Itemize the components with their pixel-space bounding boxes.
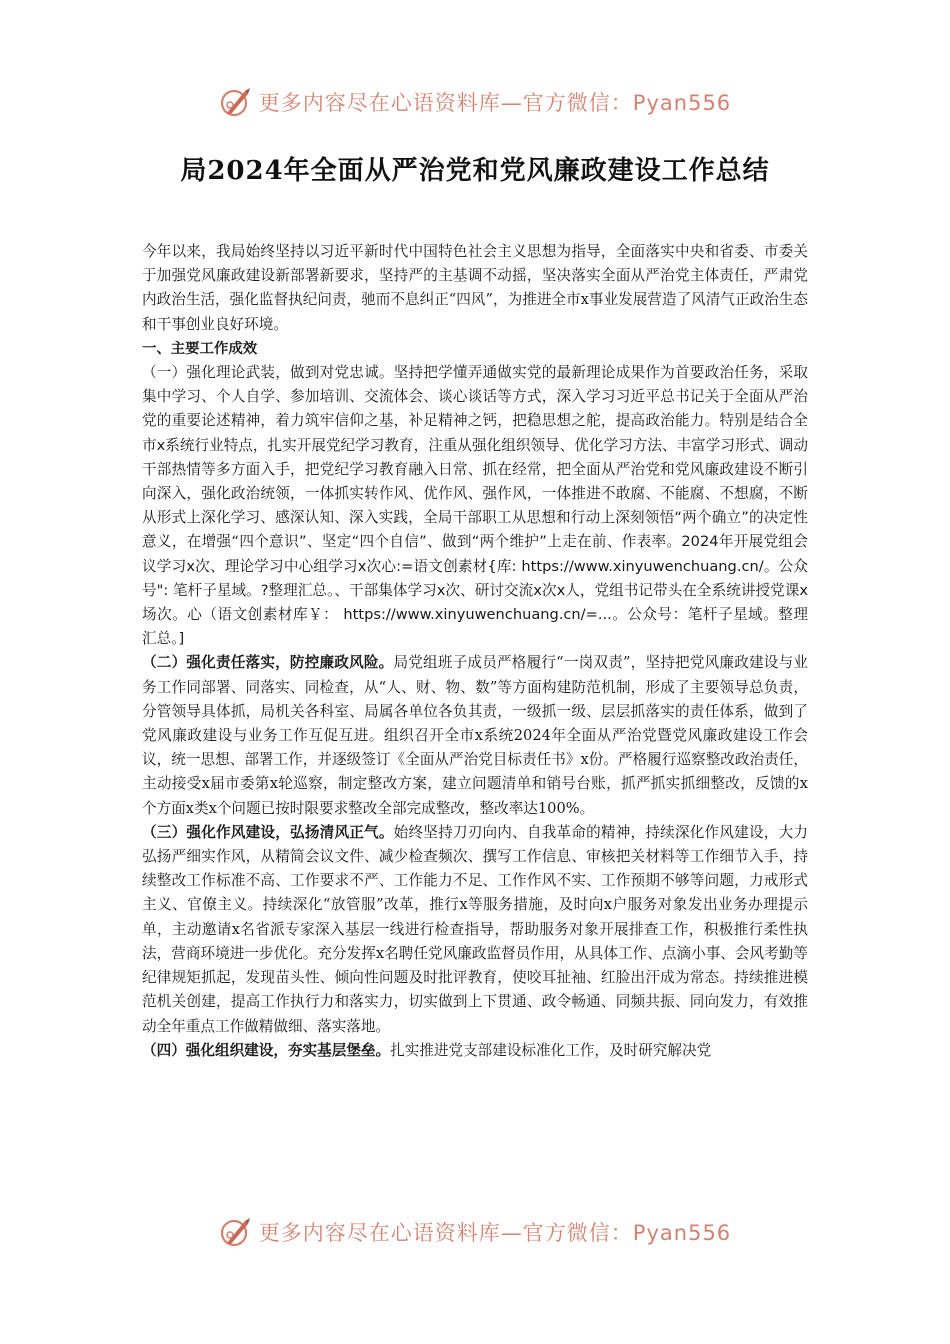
quill-logo-icon — [219, 85, 253, 119]
paragraph-3 — [142, 821, 808, 1039]
paragraph-2-lead: （二）强化责任落实，防控廉政风险。 — [142, 654, 394, 672]
watermark-text: 更多内容尽在心语资料库—官方微信：Pyan556 — [258, 91, 732, 115]
document-body — [142, 240, 808, 1063]
paragraph-2 — [142, 651, 808, 820]
watermark-text: 更多内容尽在心语资料库—官方微信：Pyan556 — [258, 1221, 732, 1245]
quill-logo-icon — [219, 1215, 253, 1249]
paragraph-1: （一）强化理论武装，做到对党忠诚。坚持把学懂弄通做实党的最新理论成果作为首要政治任务，采取集中学习、个人自学、参加培训、交流体会、谈心谈话等方式，深入学习习近平总书记关于全面从严治党的重要论述精神，着力筑牢信仰之基，补足精神之钙，把稳思想之舵，提高政治能力。特别是结合全市x系统行业特点，扎实开展党纪学习教育，注重从强化组织领导、优化学习方法、丰富学习形式、调动干部热情等多方面入手，把党纪学习教育融入日常、抓在经常，把全面从严治党和党风廉政建设不断引向深入，强化政治统领，一体抓实转作风、优作风、强作风，一体推进不敢腐、不能腐、不想腐，不断从形式上深化学习、感深认知、深入实践，全局干部职工从思想和行动上深刻领悟“两个确立”的决定性意义，在增强“四个意识”、坚定“四个自信”、做到“两个维护”上走在前、作表率。2024年开展党组会议学习x次、理论学习中心组学习x次心:=语文创素材{库: https://www.xinyuwenchuang.cn/。公众号": 笔杆子星域。?整理汇总。、干部集体学习x次、研讨交流x次x人，党组书记带头在全系统讲授党课x场次。心（语文创素材库￥： https://www.xinyuwenchuang.cn/=...。公众号：笔杆子星域。整理汇总。] — [142, 364, 808, 648]
section-heading: 一、主要工作成效 — [142, 340, 258, 357]
intro-paragraph: 今年以来，我局始终坚持以习近平新时代中国特色社会主义思想为指导，全面落实中央和省委、市委关于加强党风廉政建设新部署新要求，坚持严的主基调不动摇，坚决落实全面从严治党主体责任，严肃党内政治生活，强化监督执纪问责，驰而不息纠正“四风”，为推进全市x事业发展营造了风清气正政治生态和干事创业良好环境。 — [142, 243, 808, 333]
footer-watermark-banner — [0, 1210, 950, 1254]
header-watermark-banner — [0, 80, 950, 124]
paragraph-2-body: 局党组班子成员严格履行“一岗双责”，坚持把党风廉政建设与业务工作同部署、同落实、同检查，从“人、财、物、数”等方面构建防范机制，形成了主要领导总负责，分管领导具体抓，局机关各科室、局属各单位各负其责，一级抓一级、层层抓落实的责任体系，做到了党风廉政建设与业务工作互促互进。组织召开全市x系统2024年全面从严治党暨党风廉政建设工作会议，统一思想、部署工作，并逐级签订《全面从严治党目标责任书》x份。严格履行巡察整改政治责任，主动接受x届市委第x轮巡察，制定整改方案，建立问题清单和销号台账，抓严抓实抓细整改，反馈的x个方面x类x个问题已按时限要求整改全部完成整改，整改率达100%。 — [142, 654, 808, 817]
paragraph-3-lead: （三）强化作风建设，弘扬清风正气。 — [142, 823, 394, 841]
paragraph-4-lead: （四）强化组织建设，夯实基层堡垒。 — [142, 1041, 391, 1059]
document-title: 局2024年全面从严治党和党风廉政建设工作总结 — [180, 156, 770, 186]
paragraph-4 — [142, 1039, 808, 1063]
paragraph-4-body: 扎实推进党支部建设标准化工作，及时研究解决党 — [390, 1041, 712, 1059]
paragraph-3-body: 始终坚持刀刃向内、自我革命的精神，持续深化作风建设，大力弘扬严细实作风，从精简会议文件、减少检查频次、撰写工作信息、审核把关材料等工作细节入手，持续整改工作标准不高、工作要求不严、工作能力不足、工作作风不实、工作预期不够等问题，力戒形式主义、官僚主义。持续深化“放管服”改革，推行x等服务措施，及时向x户服务对象发出业务办理提示单，主动邀请x名省派专家深入基层一线进行检查指导，帮助服务对象开展排查工作，积极推行柔性执法，营商环境进一步优化。充分发挥x名聘任党风廉政监督员作用，从具体工作、点滴小事、会风考勤等纪律规矩抓起，发现苗头性、倾向性问题及时批评教育，使咬耳扯袖、红脸出汗成为常态。持续推进模范机关创建，提高工作执行力和落实力，切实做到上下贯通、政令畅通、同频共振、同向发力，有效推动全年重点工作做精做细、落实落地。 — [142, 823, 808, 1035]
